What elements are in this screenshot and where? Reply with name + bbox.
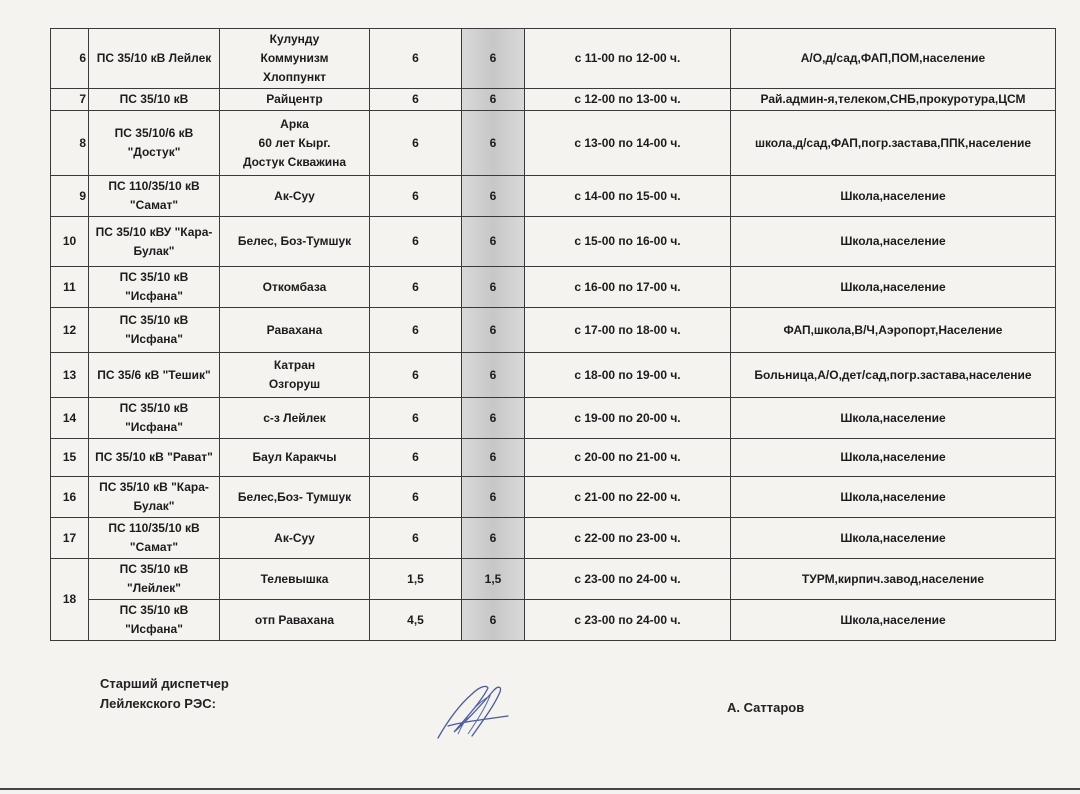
consumers-cell: Школа,население	[731, 439, 1056, 477]
hours-cell: 6	[370, 29, 462, 89]
substation-cell: ПС 110/35/10 кВ "Самат"	[89, 518, 220, 559]
hours-cell: 6	[370, 89, 462, 111]
row-number: 11	[51, 267, 89, 308]
time-cell: с 18-00 по 19-00 ч.	[525, 353, 731, 398]
schedule-table	[50, 28, 1056, 641]
table-row	[51, 398, 1056, 439]
substation-cell: ПС 35/10 кВ "Лейлек"	[89, 559, 220, 600]
hours-cell: 6	[370, 308, 462, 353]
position-title: Старший диспетчер	[100, 676, 229, 691]
substation-cell: ПС 35/6 кВ "Тешик"	[89, 353, 220, 398]
table-row	[51, 439, 1056, 477]
hours-actual-cell: 6	[462, 518, 525, 559]
table-row	[51, 217, 1056, 267]
time-cell: с 23-00 по 24-00 ч.	[525, 600, 731, 641]
hours-cell: 6	[370, 111, 462, 176]
time-cell: с 15-00 по 16-00 ч.	[525, 217, 731, 267]
signature-block	[100, 674, 229, 714]
objects-cell: Ак-Суу	[220, 176, 370, 217]
page-edge-line	[0, 788, 1080, 790]
table-row	[51, 559, 1056, 600]
hours-cell: 1,5	[370, 559, 462, 600]
consumers-cell: Школа,население	[731, 398, 1056, 439]
hours-cell: 6	[370, 398, 462, 439]
time-cell: с 19-00 по 20-00 ч.	[525, 398, 731, 439]
hours-actual-cell: 6	[462, 398, 525, 439]
row-number: 13	[51, 353, 89, 398]
row-number: 7	[51, 89, 89, 111]
table-row	[51, 176, 1056, 217]
objects-cell: Ак-Суу	[220, 518, 370, 559]
substation-cell: ПС 35/10 кВ "Исфана"	[89, 267, 220, 308]
hours-cell: 6	[370, 353, 462, 398]
consumers-cell: школа,д/сад,ФАП,погр.застава,ППК,население	[731, 111, 1056, 176]
time-cell: с 11-00 по 12-00 ч.	[525, 29, 731, 89]
consumers-cell: ФАП,школа,В/Ч,Аэропорт,Население	[731, 308, 1056, 353]
table-row	[51, 518, 1056, 559]
objects-cell: Кулунду Коммунизм Хлоппункт	[220, 29, 370, 89]
substation-cell: ПС 35/10 кВ Лейлек	[89, 29, 220, 89]
substation-cell: ПС 35/10 кВУ "Кара- Булак"	[89, 217, 220, 267]
row-number: 10	[51, 217, 89, 267]
hours-cell: 6	[370, 267, 462, 308]
time-cell: с 17-00 по 18-00 ч.	[525, 308, 731, 353]
row-number: 12	[51, 308, 89, 353]
substation-cell: ПС 35/10 кВ "Исфана"	[89, 398, 220, 439]
hours-cell: 6	[370, 477, 462, 518]
consumers-cell: ТУРМ,кирпич.завод,население	[731, 559, 1056, 600]
time-cell: с 13-00 по 14-00 ч.	[525, 111, 731, 176]
substation-cell: ПС 35/10 кВ "Рават"	[89, 439, 220, 477]
table-row	[51, 89, 1056, 111]
time-cell: с 14-00 по 15-00 ч.	[525, 176, 731, 217]
table-row	[51, 353, 1056, 398]
hours-cell: 6	[370, 439, 462, 477]
hours-actual-cell: 6	[462, 353, 525, 398]
hours-actual-cell: 6	[462, 111, 525, 176]
time-cell: с 22-00 по 23-00 ч.	[525, 518, 731, 559]
hours-actual-cell: 6	[462, 267, 525, 308]
time-cell: с 16-00 по 17-00 ч.	[525, 267, 731, 308]
objects-cell: Катран Озгоруш	[220, 353, 370, 398]
row-number: 8	[51, 111, 89, 176]
objects-cell: Белес, Боз-Тумшук	[220, 217, 370, 267]
table-row	[51, 267, 1056, 308]
consumers-cell: Школа,население	[731, 477, 1056, 518]
signatory-name: А. Саттаров	[727, 700, 805, 715]
substation-cell: ПС 35/10 кВ "Исфана"	[89, 600, 220, 641]
objects-cell: Арка 60 лет Кырг. Достук Скважина	[220, 111, 370, 176]
objects-cell: с-з Лейлек	[220, 398, 370, 439]
hours-cell: 4,5	[370, 600, 462, 641]
time-cell: с 20-00 по 21-00 ч.	[525, 439, 731, 477]
row-number: 18	[51, 559, 89, 641]
hours-cell: 6	[370, 217, 462, 267]
department-name: Лейлекского РЭС:	[100, 696, 216, 711]
objects-cell: Райцентр	[220, 89, 370, 111]
table-row	[51, 600, 1056, 641]
row-number: 16	[51, 477, 89, 518]
time-cell: с 21-00 по 22-00 ч.	[525, 477, 731, 518]
time-cell: с 12-00 по 13-00 ч.	[525, 89, 731, 111]
consumers-cell: Школа,население	[731, 217, 1056, 267]
consumers-cell: Рай.админ-я,телеком,СНБ,прокурoтура,ЦСМ	[731, 89, 1056, 111]
substation-cell: ПС 35/10 кВ	[89, 89, 220, 111]
objects-cell: Баул Каракчы	[220, 439, 370, 477]
hours-actual-cell: 1,5	[462, 559, 525, 600]
consumers-cell: А/О,д/сад,ФАП,ПОМ,население	[731, 29, 1056, 89]
substation-cell: ПС 35/10 кВ "Кара- Булак"	[89, 477, 220, 518]
row-number: 15	[51, 439, 89, 477]
hours-actual-cell: 6	[462, 217, 525, 267]
hours-actual-cell: 6	[462, 439, 525, 477]
substation-cell: ПС 110/35/10 кВ "Самат"	[89, 176, 220, 217]
row-number: 9	[51, 176, 89, 217]
consumers-cell: Школа,население	[731, 518, 1056, 559]
row-number: 14	[51, 398, 89, 439]
objects-cell: Телевышка	[220, 559, 370, 600]
table-row	[51, 29, 1056, 89]
hours-actual-cell: 6	[462, 600, 525, 641]
objects-cell: Белес,Боз- Тумшук	[220, 477, 370, 518]
hours-cell: 6	[370, 518, 462, 559]
objects-cell: Откомбаза	[220, 267, 370, 308]
objects-cell: отп Равахана	[220, 600, 370, 641]
table-row	[51, 111, 1056, 176]
schedule-body	[51, 29, 1056, 641]
row-number: 6	[51, 29, 89, 89]
time-cell: с 23-00 по 24-00 ч.	[525, 559, 731, 600]
hours-actual-cell: 6	[462, 176, 525, 217]
consumers-cell: Школа,население	[731, 176, 1056, 217]
hours-actual-cell: 6	[462, 29, 525, 89]
table-row	[51, 308, 1056, 353]
handwritten-signature	[428, 676, 518, 746]
substation-cell: ПС 35/10/6 кВ "Достук"	[89, 111, 220, 176]
table-row	[51, 477, 1056, 518]
consumers-cell: Больница,А/О,дет/сад,погр.застава,население	[731, 353, 1056, 398]
row-number: 17	[51, 518, 89, 559]
consumers-cell: Школа,население	[731, 600, 1056, 641]
hours-cell: 6	[370, 176, 462, 217]
hours-actual-cell: 6	[462, 308, 525, 353]
hours-actual-cell: 6	[462, 477, 525, 518]
consumers-cell: Школа,население	[731, 267, 1056, 308]
objects-cell: Равахана	[220, 308, 370, 353]
hours-actual-cell: 6	[462, 89, 525, 111]
substation-cell: ПС 35/10 кВ "Исфана"	[89, 308, 220, 353]
